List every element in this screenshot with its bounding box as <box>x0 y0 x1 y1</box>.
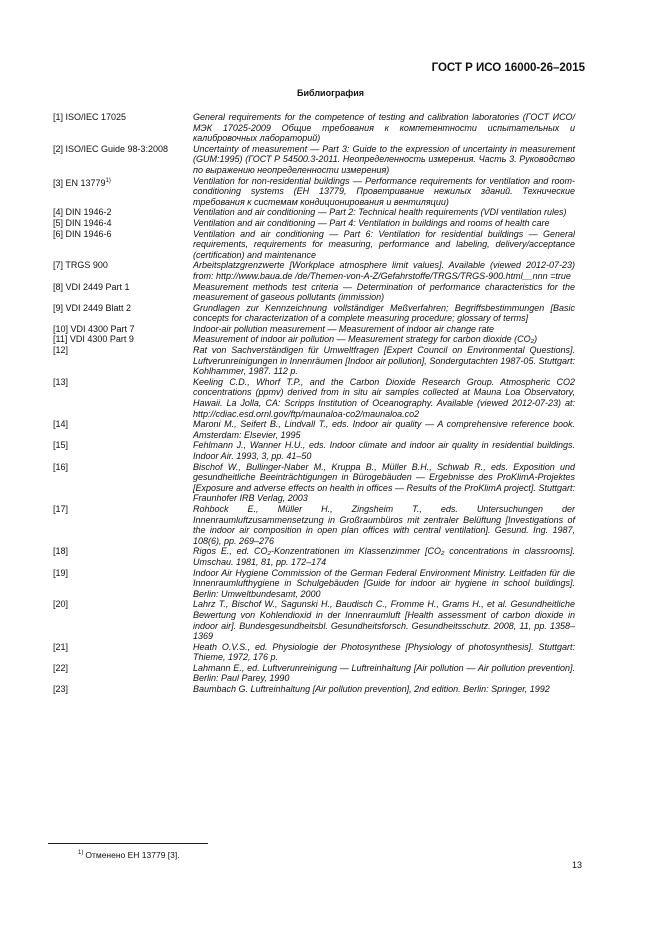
entry-reference <box>53 229 193 240</box>
bibliography-entry <box>53 282 575 303</box>
entry-description: Rat von Sachverständigen für Umweltfragen [Expert Council on Environmental Questions]. Luftverunreinigungen in Innenräumen [Indoor air pollution], Sondergutachten 1987-05. Stuttgart: Kohlhammer, 1987. 112 p. <box>193 345 575 377</box>
entry-reference-label: [22] <box>53 662 69 673</box>
entry-reference <box>53 260 193 271</box>
entry-reference <box>53 568 193 579</box>
entry-reference <box>53 663 193 674</box>
bibliography-entry <box>53 260 575 281</box>
entry-reference-label: [3] EN 13779 <box>53 177 106 188</box>
entry-description: Indoor-air pollution measurement — Measurement of indoor air change rate <box>193 323 494 334</box>
bibliography-entry <box>53 334 575 345</box>
entry-reference-label: [1] ISO/IEC 17025 <box>53 112 127 122</box>
bibliography-list <box>53 112 575 695</box>
bibliography-title: Библиография <box>297 88 364 98</box>
footnote-marker: 1) <box>78 850 84 857</box>
entry-description: Lahmann E., ed. Luftverunreinigung — Luftreinhaltung [Air pollution — Air pollution prevention]. Berlin: Paul Parey, 1990 <box>193 662 575 684</box>
entry-reference-label: [16] <box>53 461 69 472</box>
bibliography-entry <box>53 207 575 218</box>
entry-reference-label: [23] <box>53 684 69 695</box>
entry-description: Baumbach G. Luftreinhaltung [Air pollution prevention], 2nd edition. Berlin: Springer, 1992 <box>193 684 550 695</box>
entry-description: Rigos E., ed. CO₂-Konzentrationen im Klassenzimmer [CO₂ concentrations in classrooms]. Umschau. 1981, 81, pp. 172–174 <box>193 546 575 567</box>
entry-description: Indoor Air Hygiene Commission of the German Federal Environment Ministry. Leitfaden für die Innenraumlufthygiene in Schulgebäuden [Guide for indoor air hygiene in school buildings]. Berlin: Umweltbundesamt, 2000 <box>193 567 575 599</box>
entry-description: Heath O.V.S., ed. Physiologie der Photosynthese [Physiology of photosynthesis]. Stuttgart: Thieme, 1972, 176 p. <box>193 641 575 663</box>
entry-reference-label: [9] VDI 2449 Blatt 2 <box>53 302 132 313</box>
bibliography-entry <box>53 504 575 546</box>
entry-reference-label: [8] VDI 2449 Part 1 <box>53 281 130 292</box>
footnote-text: Отменено ЕН 13779 [3]. <box>85 850 180 860</box>
entry-reference <box>53 334 193 345</box>
entry-reference <box>53 207 193 218</box>
entry-description: Keeling C.D., Whorf T.P., and the Carbon Dioxide Research Group. Atmospheric CO2 concentrations (ppmv) derived from in situ air samples collected at Mauna Loa Observatory, Hawaii. La Jolla, CA: Scripps Institution of Oceanography. Available (viewed 2012-07-23) at: http://cdiac.esd.ornl.gov/ftp/maunaloa-co2/maunaloa.co2 <box>193 376 575 419</box>
footnote-divider <box>48 843 208 844</box>
entry-reference <box>53 462 193 473</box>
footnote <box>78 850 180 860</box>
entry-reference-label: [2] ISO/IEC Guide 98-3:2008 <box>53 143 169 154</box>
bibliography-entry <box>53 568 575 600</box>
entry-reference <box>53 324 193 335</box>
bibliography-entry <box>53 176 575 208</box>
bibliography-entry <box>53 663 575 684</box>
entry-reference-label: [10] VDI 4300 Part 7 <box>53 323 135 334</box>
entry-description: Fehlmann J., Wanner H.U., eds. Indoor climate and indoor air quality in residential buildings. Indoor Air. 1993, 3, pp. 41–50 <box>193 440 575 461</box>
entry-reference-label: [5] DIN 1946-4 <box>53 217 112 228</box>
entry-reference-label: [19] <box>53 567 69 578</box>
entry-reference-label: [4] DIN 1946-2 <box>53 207 112 218</box>
entry-reference <box>53 642 193 653</box>
entry-description: Arbeitsplatzgrenzwerte [Workplace atmosphere limit values]. Available (viewed 2012-07-23) from: http://www.baua.de /de/Themen-von-A-Z/Gefahrstoffe/TRGS/TRGS-900.html__nnn =true <box>193 260 575 281</box>
entry-reference-label: [7] TRGS 900 <box>53 260 108 271</box>
bibliography-entry <box>53 229 575 261</box>
bibliography-entry <box>53 462 575 504</box>
entry-description: Ventilation and air conditioning — Part 4: Ventilation in buildings and rooms of health care <box>193 217 550 228</box>
footnote-reference-mark: 1) <box>105 177 111 184</box>
entry-description: Rohbock E., Müller H., Zingsheim T., eds. Untersuchungen der Innenraumluftzusammensetzung in Großraumbüros mit zentraler Belüftung [Investigations of the indoor air composition in open plan offices with central ventilation]. Gesund. Ing. 1987, 108(6), pp. 269–276 <box>193 503 575 546</box>
entry-reference <box>53 144 193 155</box>
bibliography-entry <box>53 324 575 335</box>
entry-reference <box>53 345 193 356</box>
entry-reference-label: [21] <box>53 641 69 652</box>
bibliography-entry <box>53 303 575 324</box>
entry-reference <box>53 546 193 557</box>
bibliography-entry <box>53 419 575 440</box>
entry-reference <box>53 504 193 515</box>
entry-description: Measurement methods test criteria — Determination of performance characteristics for the measurement of gaseous pollutants (immission) <box>193 281 575 303</box>
entry-description: Lahrz T., Bischof W., Sagunski H., Baudisch C., Fromme H., Grams H., et al. Gesundheitliche Bewertung von Kohlendioxid in der Innenraumluft [Health assessment of carbon dioxide in indoor air]. Bundesgesundheitsbl. Gesundheitsforsch. Gesundheitsschutz. 2008, 11, pp. 1358–1369 <box>193 599 575 642</box>
bibliography-entry <box>53 684 575 695</box>
document-code-header: ГОСТ Р ИСО 16000-26–2015 <box>431 62 585 74</box>
entry-reference <box>53 112 193 123</box>
bibliography-entry <box>53 546 575 567</box>
entry-reference-label: [20] <box>53 599 69 610</box>
entry-reference <box>53 684 193 695</box>
entry-reference <box>53 218 193 229</box>
entry-reference-label: [17] <box>53 503 69 514</box>
page-number: 13 <box>571 860 582 870</box>
bibliography-entry <box>53 144 575 176</box>
bibliography-entry <box>53 218 575 229</box>
entry-reference-label: [14] <box>53 419 69 430</box>
bibliography-entry <box>53 599 575 641</box>
entry-description: Ventilation for non-residential buildings — Performance requirements for ventilation and room-conditioning systems (ЕН 13779, Проветривание нежилых зданий. Технические требования к системам кондиционирования и вентиляции) <box>193 175 575 207</box>
bibliography-entry <box>53 440 575 461</box>
bibliography-entry <box>53 377 575 419</box>
entry-reference <box>53 282 193 293</box>
bibliography-entry <box>53 345 575 377</box>
entry-description: General requirements for the competence of testing and calibration laboratories (ГОСТ ИСО/МЭК 17025-2009 Общие требования к компетентности испытательных и калибровочных лабораторий) <box>193 112 575 144</box>
entry-reference-label: [6] DIN 1946-6 <box>53 228 112 239</box>
entry-reference <box>53 440 193 451</box>
bibliography-entry <box>53 112 575 144</box>
entry-reference-label: [15] <box>53 440 69 451</box>
entry-description: Measurement of indoor air pollution — Measurement strategy for carbon dioxide (CO₂) <box>193 334 538 345</box>
entry-reference-label: [18] <box>53 546 69 557</box>
entry-reference-label: [12] <box>53 345 69 356</box>
entry-description: Ventilation and air conditioning — Part 2: Technical health requirements (VDI ventilation rules) <box>193 207 567 218</box>
entry-reference <box>53 599 193 610</box>
entry-description: Ventilation and air conditioning — Part 6: Ventilation for residential buildings — General requirements, requirements for measuring, performance and labeling, delivery/acceptance (certification) and maintenance <box>193 228 575 260</box>
entry-reference-label: [13] <box>53 376 69 387</box>
entry-description: Bischof W., Bullinger-Naber M., Kruppa B., Müller B.H., Schwab R., eds. Exposition und gesundheitliche Beeinträchtigungen in Bürogebäuden — Ergebnisse des ProKlimA-Projektes [Exposure and adverse effects on health in offices — Results of the ProKlimA project]. Stuttgart: Fraunhofer IRB Verlag, 2003 <box>193 461 575 504</box>
entry-description: Grundlagen zur Kennzeichnung vollständiger Meßverfahren; Begriffsbestimmungen [Basic concepts for characterization of a complete measuring procedure; glossary of terms] <box>193 302 575 324</box>
entry-reference <box>53 303 193 314</box>
entry-reference <box>53 419 193 430</box>
entry-description: Maroni M., Seifert B., Lindvall T., eds. Indoor air quality — A comprehensive reference book. Amsterdam: Elsevier, 1995 <box>193 419 575 440</box>
bibliography-entry <box>53 642 575 663</box>
entry-reference <box>53 377 193 388</box>
entry-description: Uncertainty of measurement — Part 3: Guide to the expression of uncertainty in measurement (GUM:1995) (ГОСТ Р 54500.3-2011. Неопределенность измерения. Часть 3. Руководство по выражению неопределенности измерения) <box>193 143 575 175</box>
entry-reference <box>53 176 193 189</box>
entry-reference-label: [11] VDI 4300 Part 9 <box>53 334 134 345</box>
